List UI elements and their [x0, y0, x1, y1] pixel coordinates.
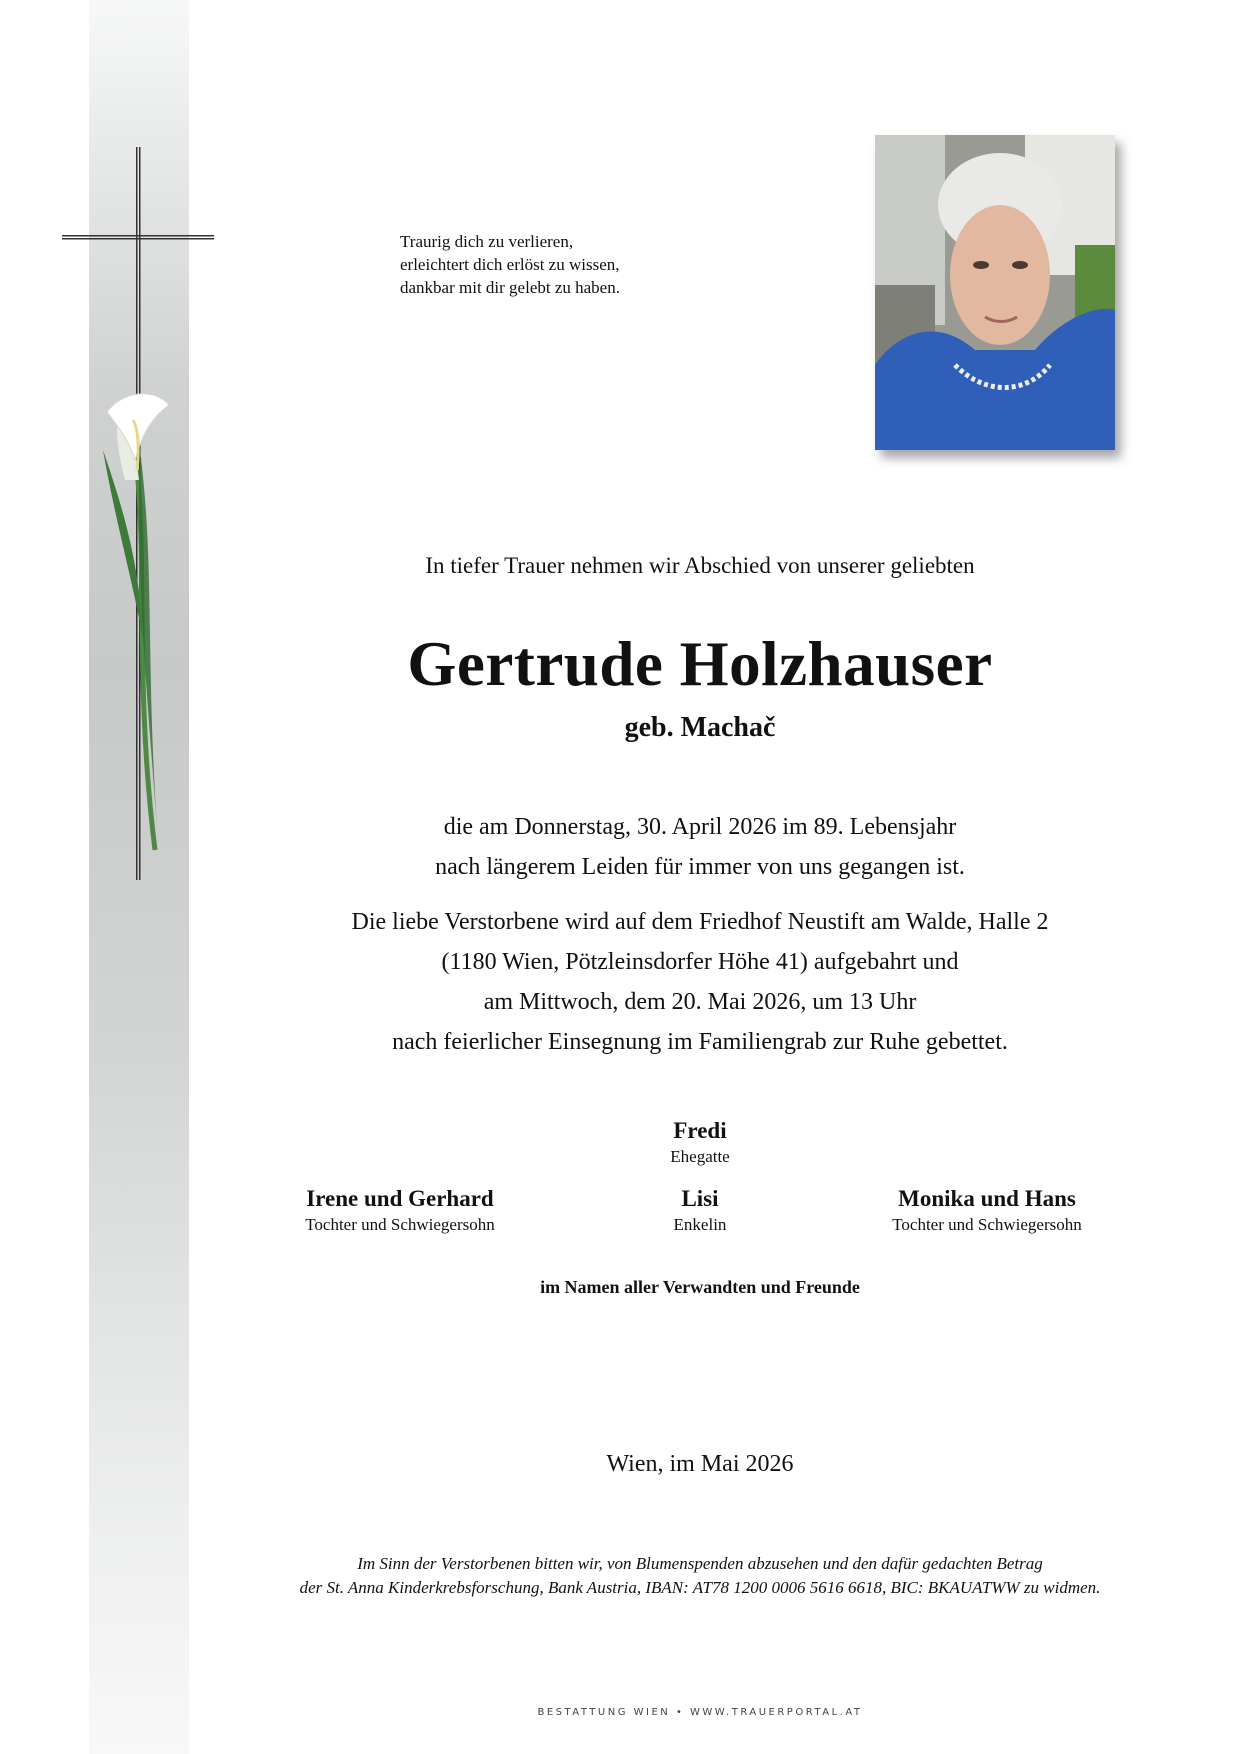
funeral-line: Die liebe Verstorbene wird auf dem Friedhof Neustift am Walde, Halle 2: [351, 909, 1049, 935]
motto-verse: [400, 230, 720, 299]
place-date: Wien, im Mai 2026: [606, 1451, 794, 1477]
mourner-name: Monika und Hans: [898, 1186, 1076, 1211]
deceased-name: Gertrude Holzhauser: [407, 629, 993, 699]
mourner-middle: [550, 1185, 850, 1237]
mourner-relation: Tochter und Schwiegersohn: [305, 1215, 495, 1234]
mourner-relation: Ehegatte: [670, 1147, 730, 1166]
motto-line: erleichtert dich erlöst zu wissen,: [400, 255, 620, 274]
intro-text: In tiefer Trauer nehmen wir Abschied von unserer geliebten: [425, 553, 975, 578]
mourner-left: [250, 1185, 550, 1237]
calla-lily-icon: [95, 390, 185, 860]
announcement-line: nach längerem Leiden für immer von uns gegangen ist.: [435, 854, 965, 880]
funeral-line: (1180 Wien, Pötzleinsdorfer Höhe 41) aufgebahrt und: [441, 949, 959, 975]
funeral-details: [260, 902, 1140, 1062]
mourner-name: Lisi: [681, 1186, 719, 1211]
mourner-right: [837, 1185, 1137, 1237]
donation-line: Im Sinn der Verstorbenen bitten wir, von Blumenspenden abzusehen und den dafür gedachten Betrag: [357, 1554, 1043, 1573]
motto-line: Traurig dich zu verlieren,: [400, 232, 574, 251]
mourner-name: Irene und Gerhard: [306, 1186, 494, 1211]
motto-line: dankbar mit dir gelebt zu haben.: [400, 278, 620, 297]
donation-request: [200, 1552, 1200, 1600]
behalf-line: im Namen aller Verwandten und Freunde: [540, 1277, 860, 1297]
funeral-line: am Mittwoch, dem 20. Mai 2026, um 13 Uhr: [483, 989, 917, 1015]
mourner-spouse: [550, 1117, 850, 1169]
mourner-name: Fredi: [673, 1118, 727, 1143]
portrait-photo: [875, 135, 1115, 450]
funeral-line: nach feierlicher Einsegnung im Familiengrab zur Ruhe gebettet.: [392, 1029, 1008, 1055]
birth-name: geb. Machač: [624, 712, 776, 743]
mourner-relation: Enkelin: [673, 1215, 727, 1234]
footer-credit: BESTATTUNG WIEN • WWW.TRAUERPORTAL.AT: [537, 1707, 863, 1718]
mourner-relation: Tochter und Schwiegersohn: [892, 1215, 1082, 1234]
death-announcement: [260, 807, 1140, 887]
donation-line: der St. Anna Kinderkrebsforschung, Bank Austria, IBAN: AT78 1200 0006 5616 6618, BIC: BKAUATWW zu widmen.: [299, 1578, 1101, 1597]
announcement-line: die am Donnerstag, 30. April 2026 im 89. Lebensjahr: [443, 814, 957, 840]
